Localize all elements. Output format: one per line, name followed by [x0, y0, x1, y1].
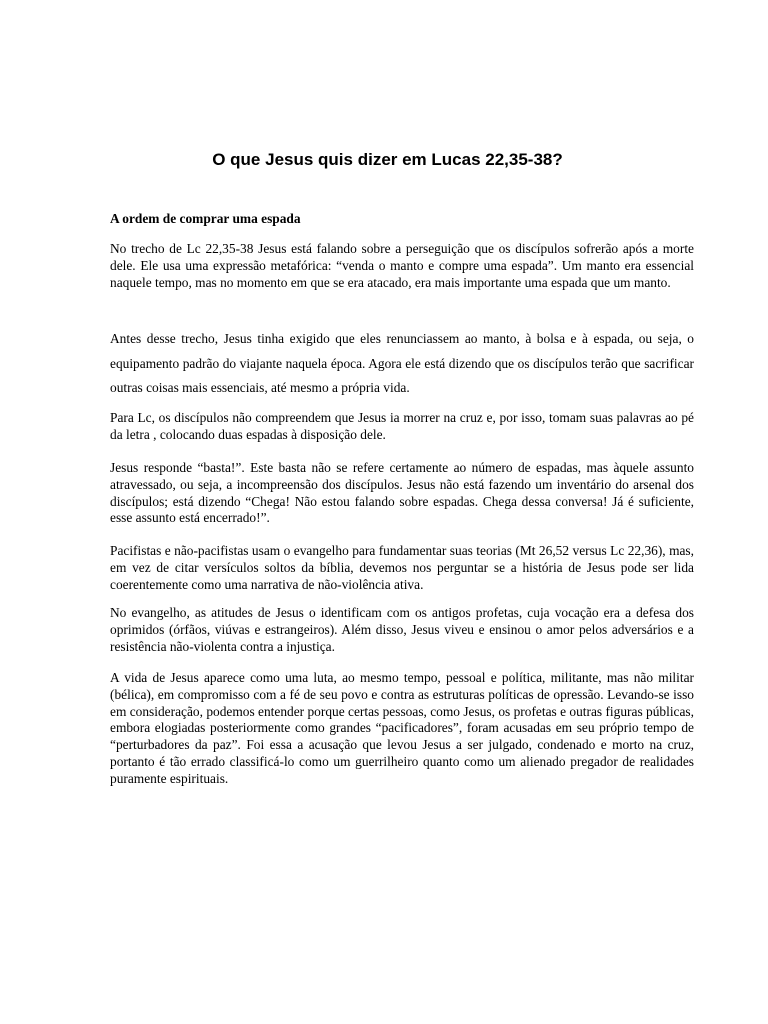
paragraph-4: Jesus responde “basta!”. Este basta não se refere certamente ao número de espadas, mas àquele assunto atravessado, ou seja, a incompreensão dos discípulos. Jesus não está fazendo um inventário do arsenal dos discípulos; está dizendo “Chega! Não estou falando sobre espadas. Chega dessa conversa! Já é suficiente, esse assunto está encerrado!”. — [110, 460, 694, 526]
paragraph-5: Pacifistas e não-pacifistas usam o evangelho para fundamentar suas teorias (Mt 26,52 versus Lc 22,36), mas, em vez de citar versículos soltos da bíblia, devemos nos perguntar se a história de Jesus pode ser lida coerentemente como uma narrativa de não-violência ativa. — [110, 543, 694, 592]
document-title: O que Jesus quis dizer em Lucas 22,35-38? — [212, 150, 563, 169]
paragraph-7: A vida de Jesus aparece como uma luta, ao mesmo tempo, pessoal e política, militante, mas não militar (bélica), em compromisso com a fé de seu povo e contra as estruturas políticas de opressão. Levando-se isso em consideração, podemos entender porque certas pessoas, como Jesus, os profetas e outras figuras públicas, embora elogiadas posteriormente como grandes “pacificadores”, foram acusadas em seu próprio tempo de “perturbadores da paz”. Foi essa a acusação que levou Jesus a ser julgado, condenado e morto na cruz, portanto é tão errado classificá-lo como um guerrilheiro quanto como um alienado pregador de realidades puramente espirituais. — [110, 670, 694, 786]
paragraph-1: No trecho de Lc 22,35-38 Jesus está falando sobre a perseguição que os discípulos sofrerão após a morte dele. Ele usa uma expressão metafórica: “venda o manto e compre uma espada”. Um manto era essencial naquele tempo, mas no momento em que se era atacado, era mais importante uma espada que um manto. — [110, 241, 694, 290]
paragraph-2: Antes desse trecho, Jesus tinha exigido que eles renunciassem ao manto, à bolsa e à espada, ou seja, o equipamento padrão do viajante naquela época. Agora ele está dizendo que os discípulos terão que sacrificar outras coisas mais essenciais, até mesmo a própria vida. — [110, 331, 694, 395]
paragraph-6: No evangelho, as atitudes de Jesus o identificam com os antigos profetas, cuja vocação era a defesa dos oprimidos (órfãos, viúvas e estrangeiros). Além disso, Jesus viveu e ensinou o amor pelos adversários e a resistência não-violenta contra a injustiça. — [110, 605, 694, 654]
section-heading: A ordem de comprar uma espada — [110, 211, 301, 226]
paragraph-3: Para Lc, os discípulos não compreendem que Jesus ia morrer na cruz e, por isso, tomam suas palavras ao pé da letra , colocando duas espadas à disposição dele. — [110, 410, 694, 442]
